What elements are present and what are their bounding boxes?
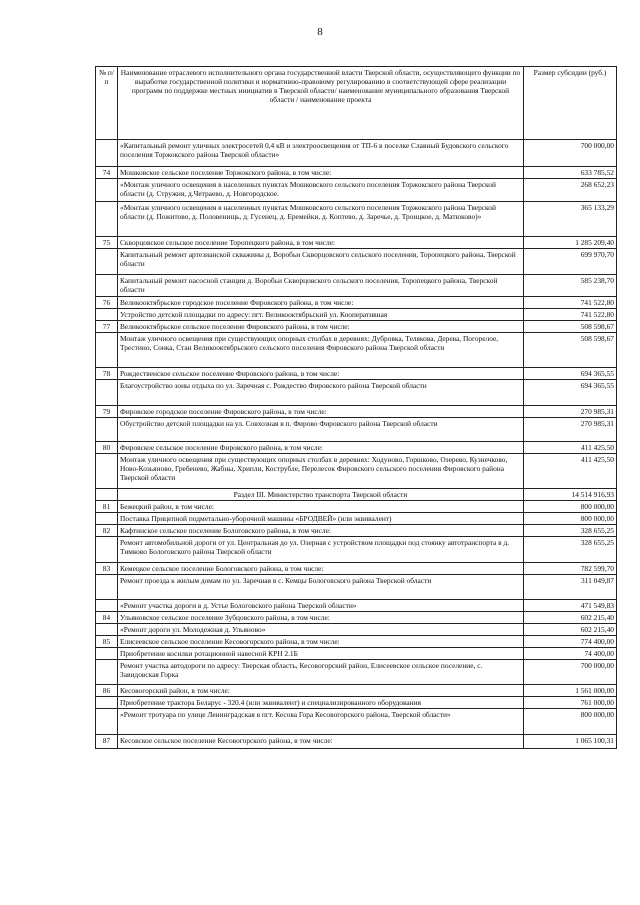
table-row bbox=[96, 660, 617, 685]
row-name: Великооктябрьское сельское поселение Фировского района, в том числе: bbox=[118, 321, 524, 333]
row-amount: 270 985,31 bbox=[524, 406, 617, 418]
table-row bbox=[96, 513, 617, 525]
table-row bbox=[96, 600, 617, 612]
row-amount: 782 599,70 bbox=[524, 563, 617, 575]
row-amount: 585 238,70 bbox=[524, 275, 617, 297]
table-row bbox=[96, 454, 617, 489]
row-number bbox=[96, 660, 118, 685]
table-body bbox=[96, 140, 617, 749]
table-row bbox=[96, 202, 617, 237]
row-name: Мошковское сельское поселение Торжокского района, в том числе: bbox=[118, 167, 524, 179]
row-number: 86 bbox=[96, 685, 118, 697]
row-name: Фировское городское поселение Фировского района, в том числе: bbox=[118, 406, 524, 418]
row-amount: 800 000,00 bbox=[524, 501, 617, 513]
table-row bbox=[96, 612, 617, 624]
table-row bbox=[96, 140, 617, 167]
row-amount: 411 425,50 bbox=[524, 442, 617, 454]
row-number bbox=[96, 249, 118, 275]
row-name: «Капитальный ремонт уличных электросетей 0,4 кВ и электроосвещения от ТП-6 в поселке Славный Будовского сельского поселения Торжокского района Тверской области» bbox=[118, 140, 524, 167]
row-amount: 800 000,00 bbox=[524, 513, 617, 525]
row-amount: 699 970,70 bbox=[524, 249, 617, 275]
row-name: Фировское сельское поселение Фировского района, в том числе: bbox=[118, 442, 524, 454]
row-amount: 14 514 916,93 bbox=[524, 489, 617, 501]
row-number bbox=[96, 275, 118, 297]
table-row bbox=[96, 179, 617, 202]
header-amount: Размер субсидии (руб.) bbox=[524, 67, 617, 140]
row-amount: 741 522,80 bbox=[524, 297, 617, 309]
row-name: Ульяновское сельское поселение Зубцовского района, в том числе: bbox=[118, 612, 524, 624]
row-number bbox=[96, 333, 118, 368]
row-amount: 74 400,00 bbox=[524, 648, 617, 660]
table-row bbox=[96, 167, 617, 179]
page-number: 8 bbox=[317, 26, 323, 38]
table-row bbox=[96, 418, 617, 442]
row-number: 74 bbox=[96, 167, 118, 179]
row-name: Монтаж уличного освещения при существующих опорных столбах в деревнях: Ходуново, Горшково, Озерево, Кузнечково, Ново-Козьяново, Гребенево, Жабны, Хрипли, Кострубле, Перелесок Фировского сельского поселения Фировского района Тверской области bbox=[118, 454, 524, 489]
row-name: Кафтинское сельское поселение Бологовского района, в том числе: bbox=[118, 525, 524, 537]
row-amount: 694 365,55 bbox=[524, 368, 617, 380]
table-row bbox=[96, 380, 617, 406]
table-row bbox=[96, 321, 617, 333]
table-row bbox=[96, 636, 617, 648]
row-amount: 411 425,50 bbox=[524, 454, 617, 489]
row-number: 76 bbox=[96, 297, 118, 309]
row-number: 80 bbox=[96, 442, 118, 454]
row-number bbox=[96, 309, 118, 321]
table-row bbox=[96, 406, 617, 418]
row-name: «Монтаж уличного освещения в населенных пунктах Мошковского сельского поселения Торжокского района Тверской области (д. Пожитово, д. Половенищь, д. Гусенец, д. Еремейки, д. Коптево, д. Заречье, д. Троицкое, д. Матюково)» bbox=[118, 202, 524, 237]
table-row bbox=[96, 275, 617, 297]
table-row bbox=[96, 501, 617, 513]
row-amount: 761 000,00 bbox=[524, 697, 617, 709]
table-row bbox=[96, 709, 617, 735]
row-name: Великооктябрьское городское поселение Фировского района, в том числе: bbox=[118, 297, 524, 309]
table-row bbox=[96, 685, 617, 697]
row-amount: 774 400,00 bbox=[524, 636, 617, 648]
row-name: «Ремонт тротуара по улице Ленинградская в пгт. Кесова Гора Кесовогорского района, Тверской области» bbox=[118, 709, 524, 735]
row-amount: 270 985,31 bbox=[524, 418, 617, 442]
row-name: Устройство детской площадки по адресу: пгт. Великооктябрьский ул. Кооперативная bbox=[118, 309, 524, 321]
table-row bbox=[96, 697, 617, 709]
row-number: 83 bbox=[96, 563, 118, 575]
row-number bbox=[96, 537, 118, 563]
header-number: № п/п bbox=[96, 67, 118, 140]
row-name: Кесовское сельское поселение Кесовогорского района, в том числе: bbox=[118, 735, 524, 749]
row-number bbox=[96, 600, 118, 612]
row-number bbox=[96, 380, 118, 406]
row-name: «Ремонт дороги ул. Молодежная д. Ульяново» bbox=[118, 624, 524, 636]
row-name: Ремонт автомобильной дороги от ул. Центральная до ул. Озерная с устройством площадки под стоянку автотранспорта в д. Тимково Бологовского района Тверской области bbox=[118, 537, 524, 563]
row-amount: 365 133,29 bbox=[524, 202, 617, 237]
row-number: 75 bbox=[96, 237, 118, 249]
table-row bbox=[96, 525, 617, 537]
row-amount: 741 522,80 bbox=[524, 309, 617, 321]
row-number bbox=[96, 489, 118, 501]
row-amount: 700 000,00 bbox=[524, 140, 617, 167]
row-number bbox=[96, 513, 118, 525]
row-number bbox=[96, 624, 118, 636]
row-number: 85 bbox=[96, 636, 118, 648]
row-number bbox=[96, 140, 118, 167]
row-name: Капитальный ремонт артезианской скважины д. Воробьи Скворцовского сельского поселения, Торопецкого района, Тверской области bbox=[118, 249, 524, 275]
row-number bbox=[96, 202, 118, 237]
row-number: 82 bbox=[96, 525, 118, 537]
section-row bbox=[96, 489, 617, 501]
row-name: Ремонт проезда к жилым домам по ул. Заречная в с. Кемцы Бологовского района Тверской области bbox=[118, 575, 524, 600]
row-amount: 328 655,25 bbox=[524, 525, 617, 537]
row-amount: 311 049,87 bbox=[524, 575, 617, 600]
row-name: Поставка Прицепной подметально-уборочной машины «БРОДВЕЙ» (или эквивалент) bbox=[118, 513, 524, 525]
table-row bbox=[96, 297, 617, 309]
table-row bbox=[96, 624, 617, 636]
row-name: Кемецкое сельское поселение Бологовского района, в том числе: bbox=[118, 563, 524, 575]
table-row bbox=[96, 563, 617, 575]
row-amount: 1 561 000,00 bbox=[524, 685, 617, 697]
row-name: Приобретение косилки ротационной навесной КРН 2.1Б bbox=[118, 648, 524, 660]
table-row bbox=[96, 309, 617, 321]
row-number bbox=[96, 575, 118, 600]
row-name: Монтаж уличного освещения при существующих опорных столбах в деревнях: Дубровка, Телякова, Дерева, Погорелое, Трестино, Сонка, Стан Великооктябрьского сельского поселения Фировского района Тверской области bbox=[118, 333, 524, 368]
row-amount: 602 215,40 bbox=[524, 612, 617, 624]
row-name: Раздел III. Министерство транспорта Тверской области bbox=[118, 489, 524, 501]
row-amount: 1 285 209,40 bbox=[524, 237, 617, 249]
row-name: Скворцовское сельское поселение Торопецкого района, в том числе: bbox=[118, 237, 524, 249]
row-number: 84 bbox=[96, 612, 118, 624]
table-row bbox=[96, 249, 617, 275]
row-number bbox=[96, 179, 118, 202]
row-number: 87 bbox=[96, 735, 118, 749]
table-row bbox=[96, 442, 617, 454]
row-name: Благоустройство зоны отдыха по ул. Заречная с. Рождество Фировского района Тверской области bbox=[118, 380, 524, 406]
table-header-row bbox=[96, 67, 617, 140]
row-amount: 602 215,40 bbox=[524, 624, 617, 636]
subsidy-table bbox=[95, 66, 617, 749]
row-amount: 633 785,52 bbox=[524, 167, 617, 179]
row-amount: 508 598,67 bbox=[524, 333, 617, 368]
row-amount: 471 549,83 bbox=[524, 600, 617, 612]
row-number: 78 bbox=[96, 368, 118, 380]
table-row bbox=[96, 735, 617, 749]
row-amount: 700 000,00 bbox=[524, 660, 617, 685]
row-number: 79 bbox=[96, 406, 118, 418]
table-row bbox=[96, 648, 617, 660]
row-amount: 328 655,25 bbox=[524, 537, 617, 563]
row-number: 81 bbox=[96, 501, 118, 513]
row-amount: 694 365,55 bbox=[524, 380, 617, 406]
row-name: Ремонт участка автодороги по адресу: Тверская область, Кесовогорский район, Елисеевское сельское поселение, с. Завидовская Горка bbox=[118, 660, 524, 685]
row-amount: 1 065 100,31 bbox=[524, 735, 617, 749]
row-name: «Монтаж уличного освещения в населенных пунктах Мошковского сельского поселения Торжокского района Тверской области (д. Стружня, д.Четраево, д. Новгородское. bbox=[118, 179, 524, 202]
table-row bbox=[96, 368, 617, 380]
table-row bbox=[96, 575, 617, 600]
table-row bbox=[96, 537, 617, 563]
row-number bbox=[96, 418, 118, 442]
row-amount: 268 652,23 bbox=[524, 179, 617, 202]
row-number: 77 bbox=[96, 321, 118, 333]
row-amount: 800 000,00 bbox=[524, 709, 617, 735]
row-name: Рождественское сельское поселение Фировского района, в том числе: bbox=[118, 368, 524, 380]
row-name: Елисеевское сельское поселение Кесовогорского района, в том числе: bbox=[118, 636, 524, 648]
row-amount: 508 598,67 bbox=[524, 321, 617, 333]
row-name: Обустройство детской площадки на ул. Совхозная в п. Фирово Фировского района Тверской области bbox=[118, 418, 524, 442]
row-number bbox=[96, 697, 118, 709]
row-number bbox=[96, 709, 118, 735]
table-row bbox=[96, 237, 617, 249]
row-number bbox=[96, 454, 118, 489]
row-name: Приобретение трактора Беларус - 320.4 (или эквивалент) и специализированного оборудования bbox=[118, 697, 524, 709]
row-name: Бежецкий район, в том числе: bbox=[118, 501, 524, 513]
table-row bbox=[96, 333, 617, 368]
row-name: Кесовогорский район, в том числе: bbox=[118, 685, 524, 697]
row-name: «Ремонт участка дороги в д. Устье Бологовского района Тверской области» bbox=[118, 600, 524, 612]
header-name: Наименование отраслевого исполнительного органа государственной власти Тверской области, осуществляющего функции по выработке государственной политики и нормативно-правовому регулированию в соответствующей сфере реализации программ по поддержке местных инициатив в Тверской области/ наименование муниципального образования Тверской области / наименование проекта bbox=[118, 67, 524, 140]
row-name: Капитальный ремонт насосной станции д. Воробьи Скворцовского сельского поселения, Торопецкого района, Тверской области bbox=[118, 275, 524, 297]
row-number bbox=[96, 648, 118, 660]
